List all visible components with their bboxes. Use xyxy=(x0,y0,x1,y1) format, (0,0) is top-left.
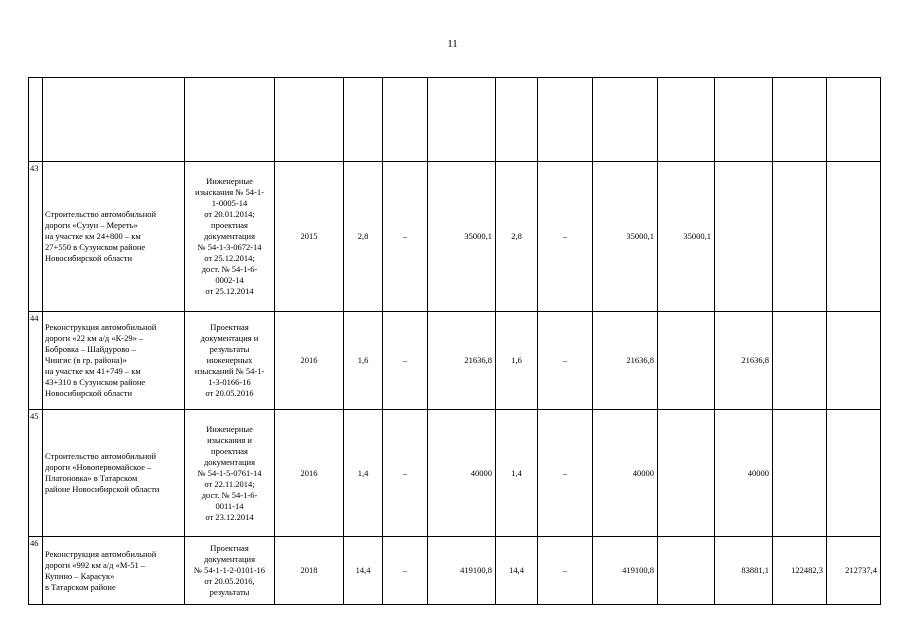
value-cell: – xyxy=(383,162,428,312)
value-cell: 122482,3 xyxy=(773,537,827,605)
table-header-row xyxy=(29,78,881,162)
year-cell: 2016 xyxy=(275,312,344,410)
value-cell xyxy=(773,410,827,537)
value-cell: 212737,4 xyxy=(827,537,881,605)
value-cell xyxy=(773,162,827,312)
value-cell: – xyxy=(538,162,593,312)
value-cell: 21636,8 xyxy=(593,312,658,410)
value-cell xyxy=(827,410,881,537)
value-cell xyxy=(827,312,881,410)
value-cell: 40000 xyxy=(593,410,658,537)
value-cell: 40000 xyxy=(428,410,496,537)
value-cell: 40000 xyxy=(715,410,773,537)
value-cell: 2,8 xyxy=(344,162,383,312)
row-number: 45 xyxy=(29,410,43,537)
table-row xyxy=(29,312,881,410)
value-cell: 2,8 xyxy=(496,162,538,312)
value-cell xyxy=(658,537,715,605)
header-cell xyxy=(275,78,344,162)
header-cell xyxy=(658,78,715,162)
value-cell: 35000,1 xyxy=(593,162,658,312)
value-cell: – xyxy=(538,537,593,605)
value-cell: 35000,1 xyxy=(428,162,496,312)
value-cell xyxy=(658,312,715,410)
header-cell xyxy=(773,78,827,162)
value-cell xyxy=(658,410,715,537)
value-cell: 1,6 xyxy=(496,312,538,410)
object-name: Строительство автомобильной дороги «Новопервомайское – Платоновка» в Татарском районе Новосибирской области xyxy=(43,410,185,537)
value-cell: 419100,8 xyxy=(593,537,658,605)
year-cell: 2018 xyxy=(275,537,344,605)
value-cell: – xyxy=(383,312,428,410)
row-number: 44 xyxy=(29,312,43,410)
value-cell: 1,4 xyxy=(496,410,538,537)
value-cell: 14,4 xyxy=(344,537,383,605)
year-cell: 2016 xyxy=(275,410,344,537)
value-cell: – xyxy=(538,312,593,410)
header-cell xyxy=(538,78,593,162)
value-cell: 419100,8 xyxy=(428,537,496,605)
table-row xyxy=(29,410,881,537)
year-cell: 2015 xyxy=(275,162,344,312)
table-row xyxy=(29,162,881,312)
documentation: Проектная документация № 54-1-1-2-0101-16 от 20.05.2016, результаты xyxy=(185,537,275,605)
header-cell xyxy=(715,78,773,162)
documentation: Инженерные изыскания и проектная документация № 54-1-5-0761-14 от 22.11.2014; дост. № 54-1-6- 0011-14 от 23.12.2014 xyxy=(185,410,275,537)
documentation: Проектная документация и результаты инженерных изысканий № 54-1- 1-3-0166-16 от 20.05.2016 xyxy=(185,312,275,410)
value-cell xyxy=(773,312,827,410)
value-cell: – xyxy=(383,410,428,537)
header-cell xyxy=(185,78,275,162)
value-cell: – xyxy=(383,537,428,605)
value-cell: 21636,8 xyxy=(715,312,773,410)
value-cell: 14,4 xyxy=(496,537,538,605)
object-name: Реконструкция автомобильной дороги «992 км а/д «М-51 – Купино – Карасук» в Татарском районе xyxy=(43,537,185,605)
header-cell xyxy=(344,78,383,162)
value-cell xyxy=(715,162,773,312)
value-cell xyxy=(827,162,881,312)
header-cell xyxy=(496,78,538,162)
header-cell xyxy=(29,78,43,162)
documentation: Инженерные изыскания № 54-1- 1-0005-14 от 20.01.2014; проектная документация № 54-1-3-0672-14 от 25.12.2014; дост. № 54-1-6- 0002-14 от 25.12.2014 xyxy=(185,162,275,312)
object-name: Реконструкция автомобильной дороги «22 км а/д «К-29» – Бобровка – Шайдурово – Чингис (в гр. района)» на участке км 41+749 – км 43+310 в Сузунском районе Новосибирской области xyxy=(43,312,185,410)
table-row xyxy=(29,537,881,605)
header-cell xyxy=(383,78,428,162)
value-cell: 1,4 xyxy=(344,410,383,537)
header-cell xyxy=(593,78,658,162)
value-cell: 1,6 xyxy=(344,312,383,410)
row-number: 46 xyxy=(29,537,43,605)
header-cell xyxy=(43,78,185,162)
page-number: 11 xyxy=(447,38,458,50)
row-number: 43 xyxy=(29,162,43,312)
header-cell xyxy=(827,78,881,162)
header-cell xyxy=(428,78,496,162)
data-table xyxy=(28,77,881,605)
value-cell: 21636,8 xyxy=(428,312,496,410)
value-cell: 83881,1 xyxy=(715,537,773,605)
value-cell: – xyxy=(538,410,593,537)
value-cell: 35000,1 xyxy=(658,162,715,312)
object-name: Строительство автомобильной дороги «Сузун – Мереть» на участке км 24+800 – км 27+550 в Сузунском районе Новосибирской области xyxy=(43,162,185,312)
